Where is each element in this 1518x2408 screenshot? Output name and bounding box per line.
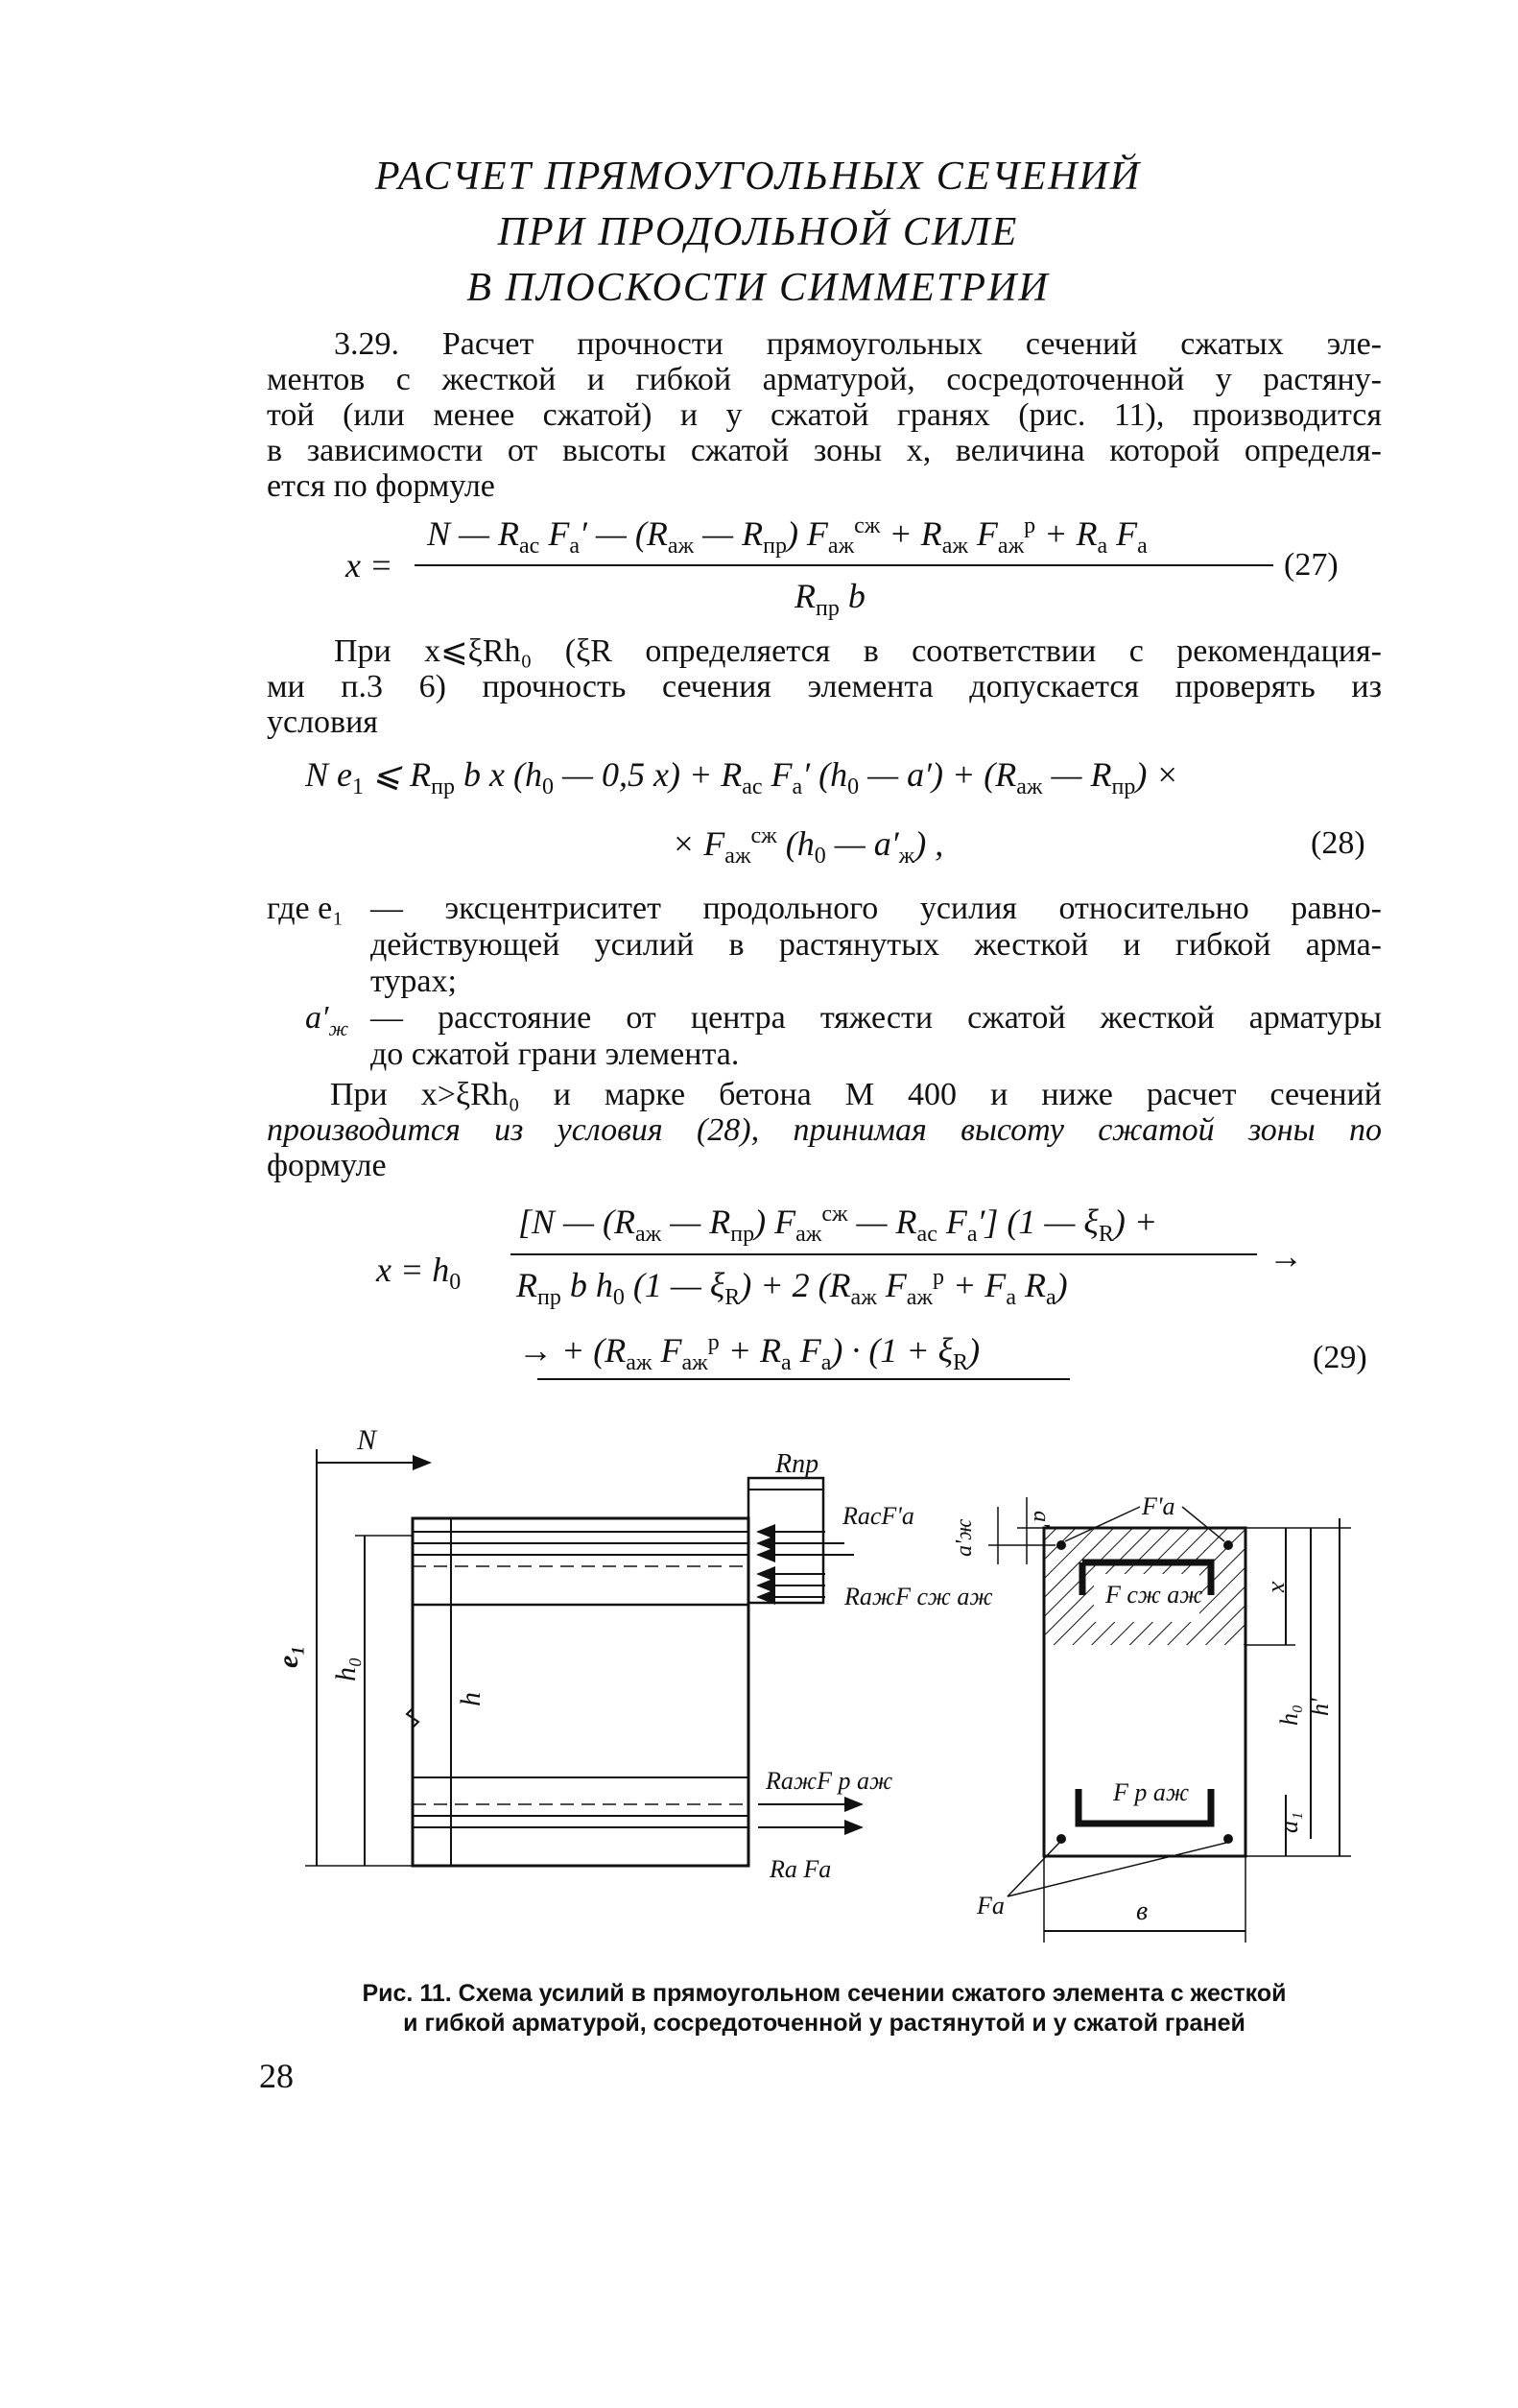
text-line: в зависимости от высоты сжатой зоны x, величина которой определя- [267,433,1382,468]
definition-a-symbol: $a'_ж$ [305,1000,348,1040]
label-h0: h₀ [330,1657,362,1681]
equation-29-denominator: $R_{пр}$ b $h_0$ (1 — $\xi_R) + 2$ ($R_{аж}$ $F_{аж}^р + F_a$ $R_a$) [516,1265,1068,1311]
section-heading-line-2: ПРИ ПРОДОЛЬНОЙ СИЛЕ [497,210,1019,254]
label-fa-top: F'a [1142,1492,1175,1520]
label-a-prime: a' [1029,1511,1054,1528]
label-racfa: RacF'a [842,1502,914,1530]
text-line: ется по формуле [267,468,495,504]
section-heading-line-1: РАСЧЕТ ПРЯМОУГОЛЬНЫХ СЕЧЕНИЙ [374,155,1142,199]
definition-a-line-2: до сжатой грани элемента. [370,1037,740,1072]
label-fa-bottom: Fa [977,1892,1005,1919]
cross-section [1044,1528,1245,1856]
label-b: в [1136,1896,1149,1926]
definition-a-line-1: — расстояние от центра тяжести сжатой жесткой арматуры [370,1000,1382,1036]
text-line: ментов с жесткой и гибкой арматурой, сосредоточенной у растяну- [267,362,1382,397]
equation-number: (28) [1311,825,1365,861]
text-line: производится из условия (28), принимая высоту сжатой зоны по [267,1112,1382,1148]
label-h0-right: h₀ [1275,1704,1303,1726]
label-fazh-c: F сж аж [1105,1581,1203,1609]
label-h-right: h' [1306,1698,1334,1716]
equation-27-denominator: $R_{пр}$ b [795,577,866,622]
label-rafa: Ra Fa [770,1855,832,1883]
text-line: условия [267,704,378,740]
label-azh: a'ж [952,1518,977,1557]
definition-e1-line-2: действующей усилий в растянутых жесткой и гибкой арма- [370,927,1382,963]
equation-29-continuation: → + ($R_{аж}$ $F_{аж}^р + R_a$ $F_a) \cdot (1 + \xi_R)$ [518,1330,981,1376]
definition-e1-line-3: турах; [370,964,457,999]
label-rpr: Rпр [775,1449,819,1479]
text-line: 3.29. Расчет прочности прямоугольных сечений сжатых эле- [334,326,1382,362]
equation-29-numerator: [N — ($R_{аж}$ — $R_{пр}$) $F_{аж}^{сж}$ — $R_{ac}$ $F_a'$] (1 — $\xi_R$) + [518,1202,1158,1248]
figure-caption-line-1: Рис. 11. Схема усилий в прямоугольном сечении сжатого элемента с жесткой [362,1980,1287,2007]
text-line: формуле [267,1148,387,1183]
text-line: ми п.3 6) прочность сечения элемента допускается проверять из [267,669,1382,704]
label-fazh-p: F р аж [1113,1778,1190,1806]
label-a1: a₁ [1275,1811,1303,1833]
equation-28-line-2: × $F_{аж}^{сж}$ ($h_0$ — $a'_ж$) , [672,823,944,870]
label-n: N [357,1424,377,1456]
text-line: При x⩽ξRh₀ (ξR определяется в соответствии с рекомендация- [334,633,1382,669]
equation-number: (29) [1313,1340,1367,1375]
stress-block [748,1449,854,1603]
element-elevation [407,1518,748,1866]
equation-29-lhs: $x = h_0$ [376,1251,462,1296]
text-line: При x>ξRh₀ и марке бетона М 400 и ниже расчет сечений [330,1077,1382,1112]
figure-caption-line-2: и гибкой арматурой, сосредоточенной у растянутой и у сжатой граней [403,2010,1245,2037]
label-h: h [455,1692,486,1706]
definition-e1-line-1: — эксцентриситет продольного усилия относительно равно- [370,891,1382,926]
label-e1: e₁ [273,1645,304,1668]
equation-number: (27) [1284,547,1339,583]
equation-27-lhs: x = [345,546,393,584]
page-number: 28 [259,2057,294,2095]
label-x: x [1267,1582,1294,1593]
definition-e1-symbol: где e₁ [267,891,344,926]
equation-28-line-1: N $e_1$ ⩽ $R_{пр}$ b x ($h_0$ — 0,5 $x) + R_{ac}$ $F_a'$ ($h_0$ — $a') + (R_{аж}$ — $R_{пр}$) × [305,755,1179,800]
label-razh-fazh-p: RажF р аж [766,1767,893,1795]
equation-27-numerator: N — $R_{ac}$ $F_a'$ — ($R_{аж}$ — $R_{пр}$) $F_{аж}^{сж} + R_{аж}$ $F_{аж}^р + R_a$ $F_a$ [427,513,1148,560]
section-heading-line-3: В ПЛОСКОСТИ СИММЕТРИИ [466,266,1050,310]
continuation-arrow: → [1269,1237,1303,1276]
text-line: той (или менее сжатой) и у сжатой гранях (рис. 11), производится [267,397,1382,433]
label-razh-fazh-c: RажF сж аж [844,1583,993,1610]
